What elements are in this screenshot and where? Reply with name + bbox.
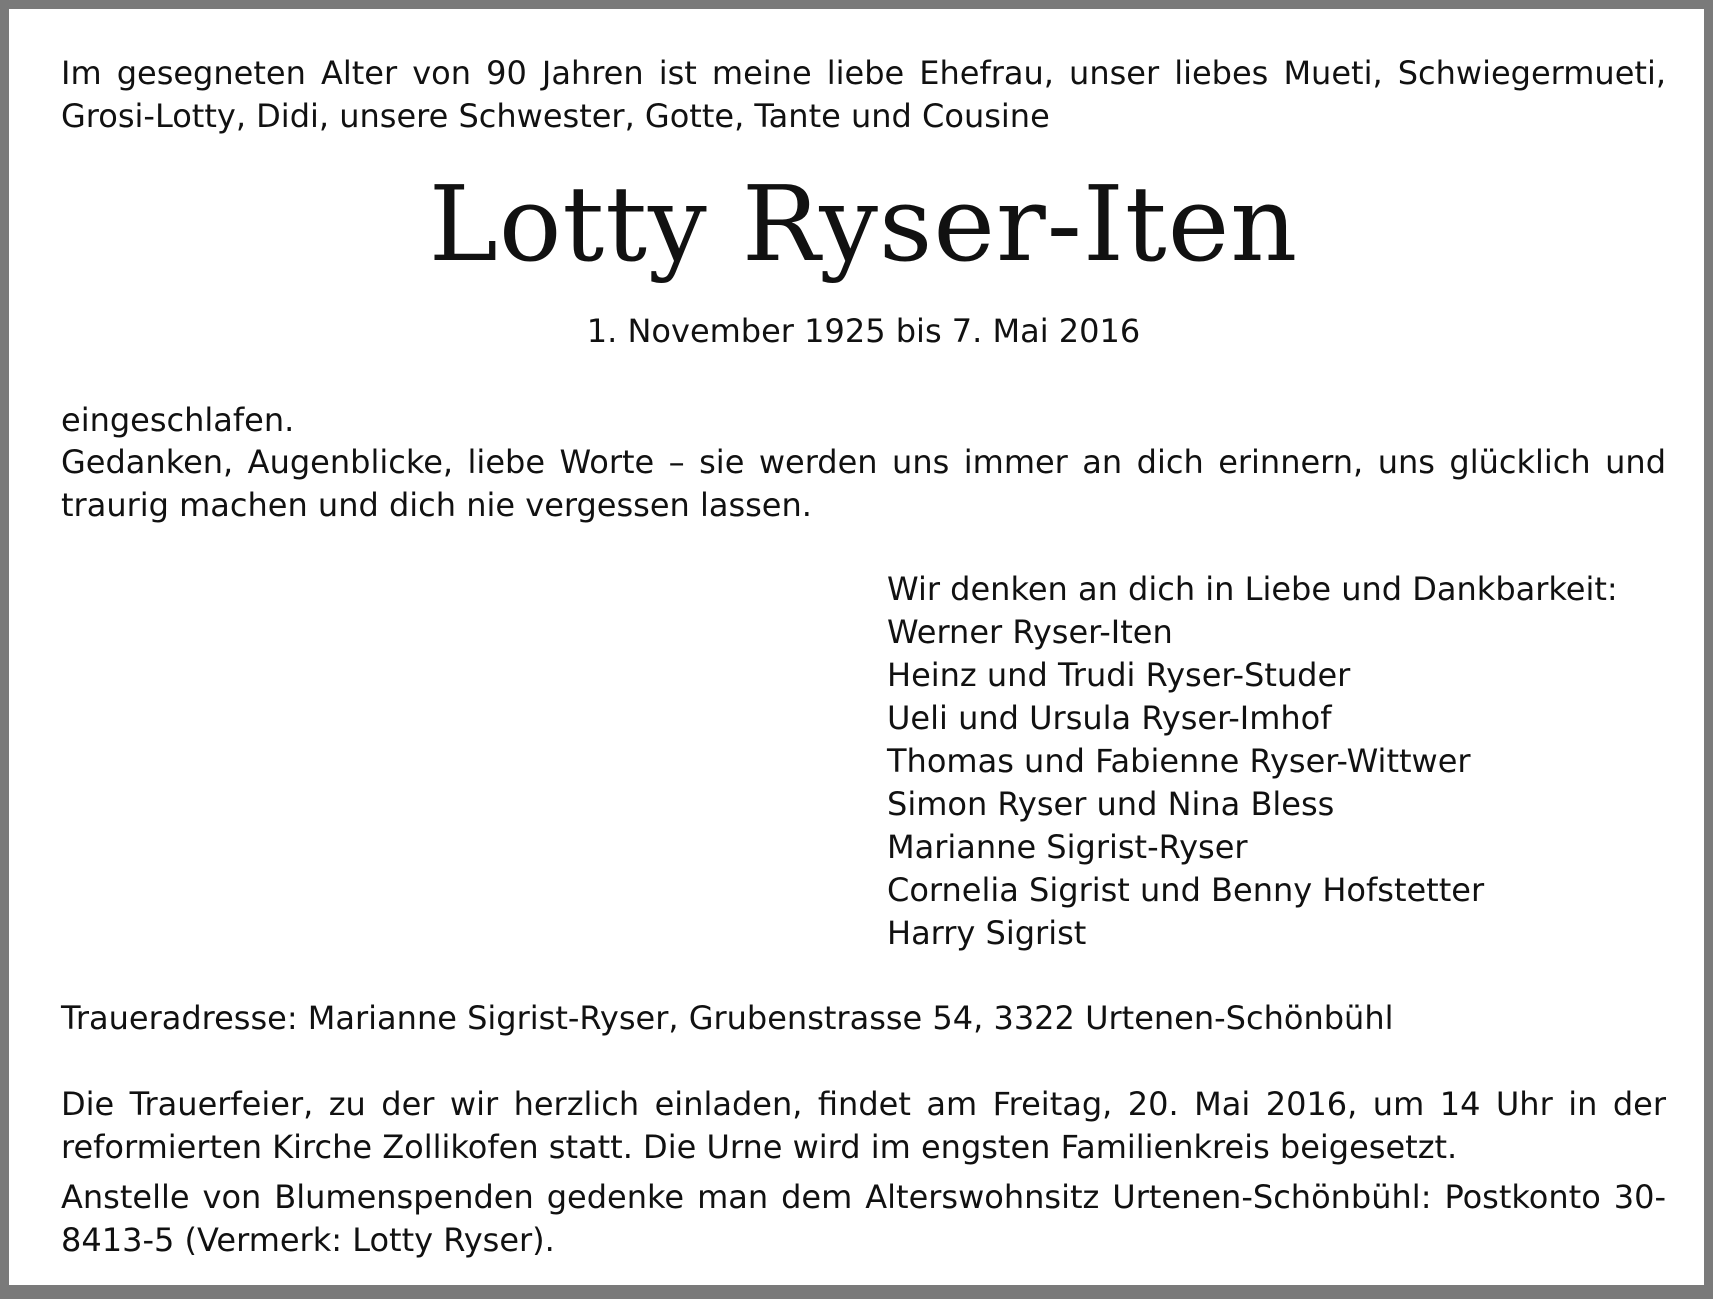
mourner-name: Heinz und Trudi Ryser-Studer — [887, 656, 1351, 694]
life-dates: 1. November 1925 bis 7. Mai 2016 — [586, 312, 1141, 350]
mourners-list — [887, 568, 1667, 955]
intro-text: Im gesegneten Alter von 90 Jahren ist meine liebe Ehefrau, unser liebes Mueti, Schwiegermueti, Grosi-Lotty, Didi, unsere Schwester, Gotte, Tante und Cousine — [61, 54, 1666, 135]
mourners-heading: Wir denken an dich in Liebe und Dankbarkeit: — [887, 570, 1618, 608]
donation-info: Anstelle von Blumenspenden gedenke man dem Alterswohnsitz Urtenen-Schönbühl: Postkonto 30-8413-5 (Vermerk: Lotty Ryser). — [61, 1178, 1666, 1259]
mourning-address: Traueradresse: Marianne Sigrist-Ryser, Grubenstrasse 54, 3322 Urtenen-Schönbühl — [61, 999, 1394, 1037]
mourner-name: Cornelia Sigrist und Benny Hofstetter — [887, 871, 1485, 909]
mourner-name: Simon Ryser und Nina Bless — [887, 785, 1335, 823]
mourner-name: Ueli und Ursula Ryser-Imhof — [887, 699, 1332, 737]
mourner-name: Marianne Sigrist-Ryser — [887, 828, 1248, 866]
mourner-name: Harry Sigrist — [887, 914, 1087, 952]
mourner-name: Thomas und Fabienne Ryser-Wittwer — [887, 742, 1471, 780]
passed-away-text: eingeschlafen. — [61, 401, 295, 439]
deceased-name: Lotty Ryser-Iten — [428, 163, 1299, 285]
funeral-ceremony-info: Die Trauerfeier, zu der wir herzlich einladen, findet am Freitag, 20. Mai 2016, um 14 Uhr in der reformierten Kirche Zollikofen statt. Die Urne wird im engsten Familienkreis beigesetzt. — [61, 1085, 1666, 1166]
memorial-thoughts: Gedanken, Augenblicke, liebe Worte – sie werden uns immer an dich erinnern, uns glücklich und traurig machen und dich nie vergessen lassen. — [61, 443, 1666, 524]
mourner-name: Werner Ryser-Iten — [887, 613, 1173, 651]
